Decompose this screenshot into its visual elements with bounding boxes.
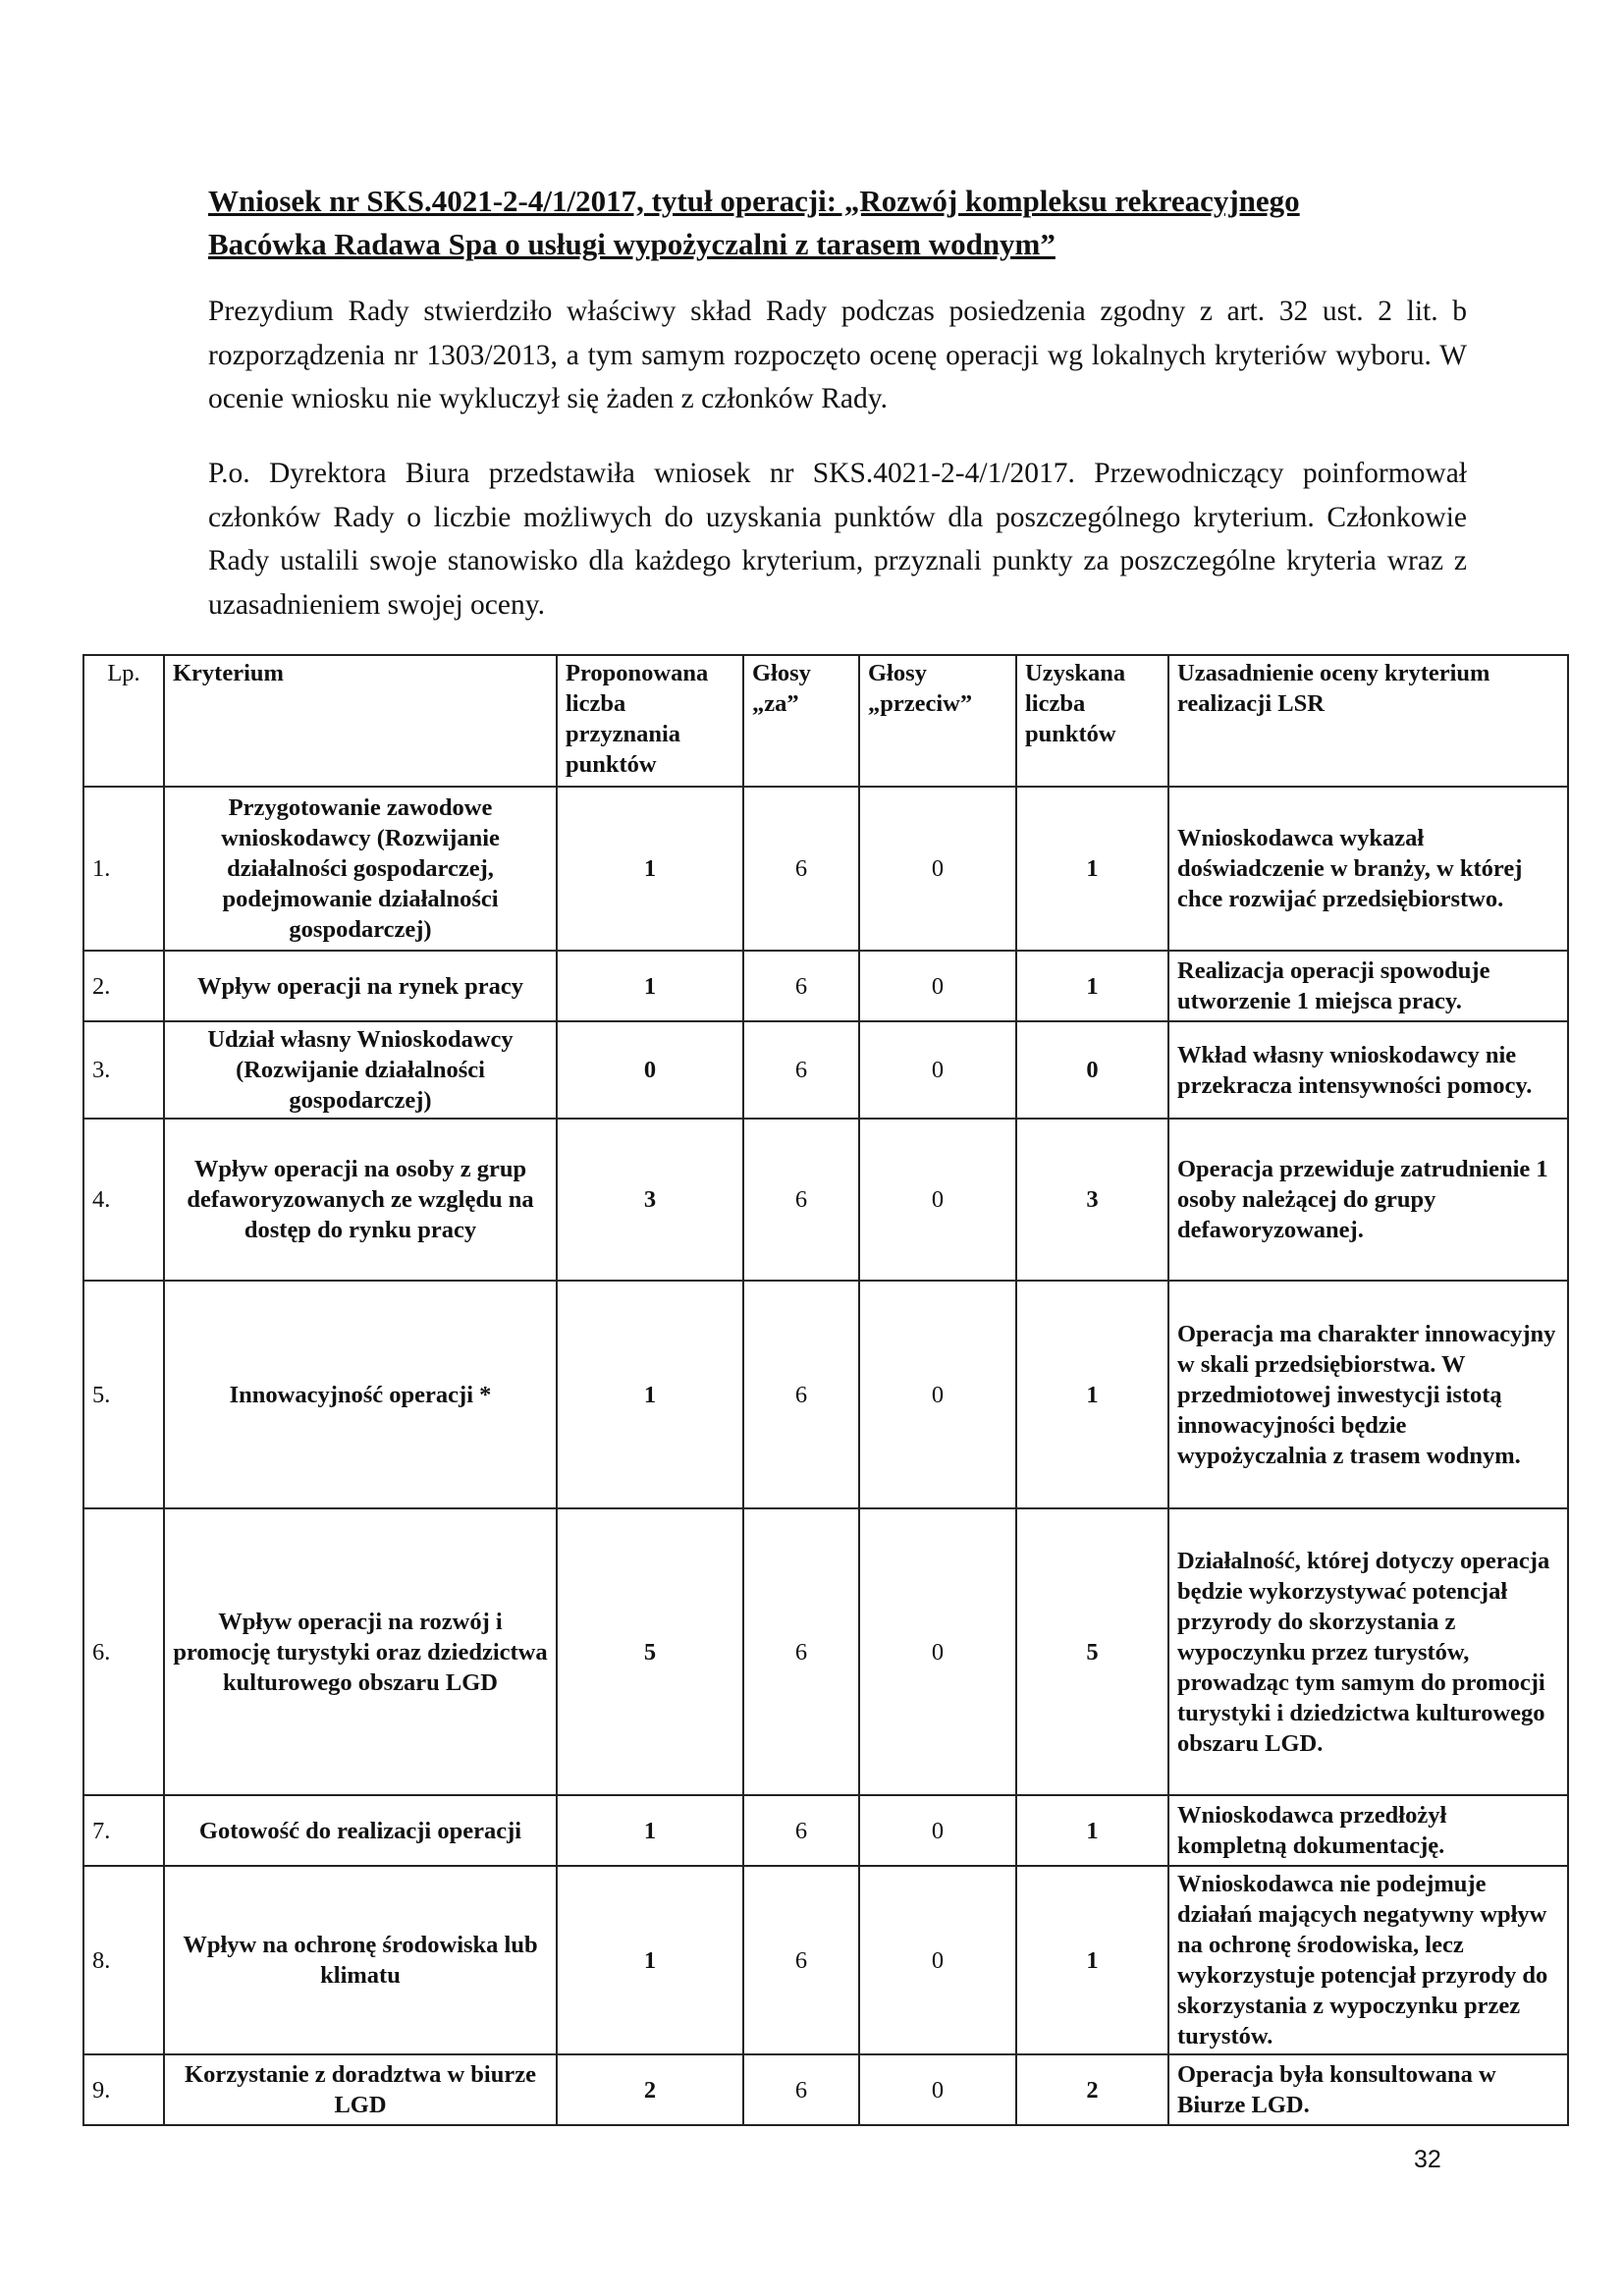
cell-proponowana: 3 — [557, 1119, 743, 1281]
heading-line-1: Wniosek nr SKS.4021-2-4/1/2017, tytuł operacji: „Rozwój kompleksu rekreacyjnego — [208, 184, 1300, 218]
header-uzasadnienie: Uzasadnienie oceny kryterium realizacji LSR — [1168, 655, 1568, 787]
header-glosy-za: Głosy „za” — [743, 655, 859, 787]
heading-line-2: Bacówka Radawa Spa o usługi wypożyczalni z tarasem wodnym” — [208, 227, 1056, 261]
cell-uzyskana: 1 — [1016, 951, 1168, 1021]
cell-uzasadnienie: Wnioskodawca nie podejmuje działań mających negatywny wpływ na ochronę środowiska, lecz wykorzystuje potencjał przyrody do skorzystania z wypoczynku przez turystów. — [1168, 1866, 1568, 2054]
cell-lp: 5. — [83, 1281, 164, 1508]
cell-glosy-przeciw: 0 — [859, 2054, 1016, 2125]
cell-glosy-za: 6 — [743, 1281, 859, 1508]
criteria-table — [82, 654, 1569, 2126]
page-number: 32 — [1414, 2146, 1441, 2173]
cell-uzyskana: 1 — [1016, 1795, 1168, 1866]
cell-glosy-za: 6 — [743, 1021, 859, 1119]
table-header-row — [83, 655, 1568, 787]
cell-uzyskana: 5 — [1016, 1508, 1168, 1795]
header-glosy-przeciw: Głosy „przeciw” — [859, 655, 1016, 787]
cell-proponowana: 1 — [557, 1866, 743, 2054]
table-row — [83, 2054, 1568, 2125]
cell-glosy-za: 6 — [743, 1508, 859, 1795]
table-row — [83, 1866, 1568, 2054]
cell-lp: 3. — [83, 1021, 164, 1119]
cell-uzasadnienie: Operacja ma charakter innowacyjny w skali przedsiębiorstwa. W przedmiotowej inwestycji istotą innowacyjności będzie wypożyczalnia z trasem wodnym. — [1168, 1281, 1568, 1508]
cell-lp: 9. — [83, 2054, 164, 2125]
cell-uzyskana: 1 — [1016, 787, 1168, 951]
cell-uzasadnienie: Wnioskodawca wykazał doświadczenie w branży, w której chce rozwijać przedsiębiorstwo. — [1168, 787, 1568, 951]
cell-glosy-za: 6 — [743, 1866, 859, 2054]
header-lp: Lp. — [83, 655, 164, 787]
cell-glosy-za: 6 — [743, 787, 859, 951]
cell-lp: 4. — [83, 1119, 164, 1281]
cell-uzyskana: 2 — [1016, 2054, 1168, 2125]
cell-kryterium: Udział własny Wnioskodawcy (Rozwijanie działalności gospodarczej) — [164, 1021, 557, 1119]
table-row — [83, 1119, 1568, 1281]
cell-kryterium: Gotowość do realizacji operacji — [164, 1795, 557, 1866]
cell-uzyskana: 1 — [1016, 1281, 1168, 1508]
cell-lp: 7. — [83, 1795, 164, 1866]
cell-glosy-przeciw: 0 — [859, 951, 1016, 1021]
cell-kryterium: Wpływ operacji na osoby z grup defaworyzowanych ze względu na dostęp do rynku pracy — [164, 1119, 557, 1281]
cell-proponowana: 1 — [557, 951, 743, 1021]
cell-kryterium: Innowacyjność operacji * — [164, 1281, 557, 1508]
cell-glosy-przeciw: 0 — [859, 787, 1016, 951]
cell-lp: 8. — [83, 1866, 164, 2054]
table-row — [83, 951, 1568, 1021]
cell-glosy-za: 6 — [743, 1119, 859, 1281]
cell-glosy-za: 6 — [743, 2054, 859, 2125]
header-proponowana: Proponowana liczba przyznania punktów — [557, 655, 743, 787]
cell-proponowana: 1 — [557, 1281, 743, 1508]
cell-glosy-przeciw: 0 — [859, 1281, 1016, 1508]
cell-glosy-za: 6 — [743, 951, 859, 1021]
table-row — [83, 1281, 1568, 1508]
table-row — [83, 1508, 1568, 1795]
table-row — [83, 1795, 1568, 1866]
table-row — [83, 1021, 1568, 1119]
cell-glosy-przeciw: 0 — [859, 1021, 1016, 1119]
cell-kryterium: Wpływ na ochronę środowiska lub klimatu — [164, 1866, 557, 2054]
cell-uzyskana: 3 — [1016, 1119, 1168, 1281]
cell-glosy-za: 6 — [743, 1795, 859, 1866]
cell-uzyskana: 1 — [1016, 1866, 1168, 2054]
cell-proponowana: 2 — [557, 2054, 743, 2125]
cell-kryterium: Przygotowanie zawodowe wnioskodawcy (Rozwijanie działalności gospodarczej, podejmowanie działalności gospodarczej) — [164, 787, 557, 951]
cell-uzasadnienie: Działalność, której dotyczy operacja będzie wykorzystywać potencjał przyrody do skorzystania z wypoczynku przez turystów, prowadząc tym samym do promocji turystyki i dziedzictwa kulturowego obszaru LGD. — [1168, 1508, 1568, 1795]
cell-lp: 2. — [83, 951, 164, 1021]
application-heading — [208, 180, 1485, 266]
cell-proponowana: 1 — [557, 787, 743, 951]
cell-proponowana: 5 — [557, 1508, 743, 1795]
cell-glosy-przeciw: 0 — [859, 1119, 1016, 1281]
cell-glosy-przeciw: 0 — [859, 1866, 1016, 2054]
table-row — [83, 787, 1568, 951]
header-kryterium: Kryterium — [164, 655, 557, 787]
header-uzyskana: Uzyskana liczba punktów — [1016, 655, 1168, 787]
cell-glosy-przeciw: 0 — [859, 1508, 1016, 1795]
cell-proponowana: 0 — [557, 1021, 743, 1119]
cell-uzasadnienie: Operacja była konsultowana w Biurze LGD. — [1168, 2054, 1568, 2125]
cell-kryterium: Korzystanie z doradztwa w biurze LGD — [164, 2054, 557, 2125]
paragraph-board-composition: Prezydium Rady stwierdziło właściwy skład Rady podczas posiedzenia zgodny z art. 32 ust. 2 lit. b rozporządzenia nr 1303/2013, a tym samym rozpoczęto ocenę operacji wg lokalnych kryteriów wyboru. W ocenie wniosku nie wykluczył się żaden z członków Rady. — [208, 296, 1467, 414]
cell-kryterium: Wpływ operacji na rynek pracy — [164, 951, 557, 1021]
cell-uzasadnienie: Realizacja operacji spowoduje utworzenie 1 miejsca pracy. — [1168, 951, 1568, 1021]
cell-glosy-przeciw: 0 — [859, 1795, 1016, 1866]
cell-lp: 6. — [83, 1508, 164, 1795]
paragraph-evaluation-procedure: P.o. Dyrektora Biura przedstawiła wniosek nr SKS.4021-2-4/1/2017. Przewodniczący poinformował członków Rady o liczbie możliwych do uzyskania punktów dla poszczególnego kryterium. Członkowie Rady ustalili swoje stanowisko dla każdego kryterium, przyznali punkty za poszczególne kryteria wraz z uzasadnieniem swojej oceny. — [208, 458, 1467, 621]
cell-uzasadnienie: Wkład własny wnioskodawcy nie przekracza intensywności pomocy. — [1168, 1021, 1568, 1119]
cell-uzasadnienie: Operacja przewiduje zatrudnienie 1 osoby należącej do grupy defaworyzowanej. — [1168, 1119, 1568, 1281]
cell-lp: 1. — [83, 787, 164, 951]
cell-uzasadnienie: Wnioskodawca przedłożył kompletną dokumentację. — [1168, 1795, 1568, 1866]
cell-kryterium: Wpływ operacji na rozwój i promocję turystyki oraz dziedzictwa kulturowego obszaru LGD — [164, 1508, 557, 1795]
cell-uzyskana: 0 — [1016, 1021, 1168, 1119]
cell-proponowana: 1 — [557, 1795, 743, 1866]
